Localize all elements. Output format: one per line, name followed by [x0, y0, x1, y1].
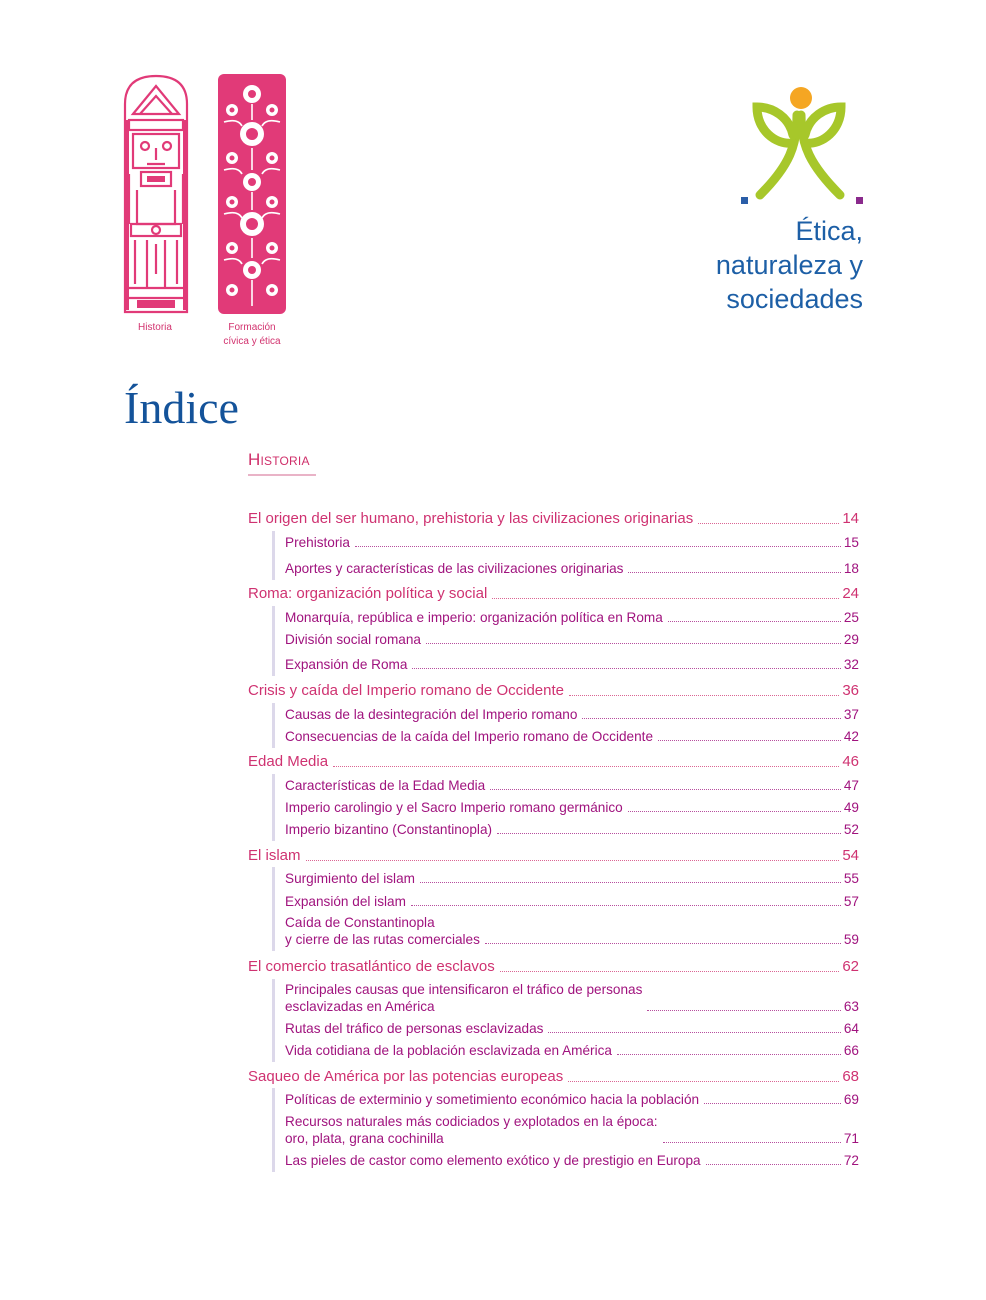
toc-chapter-title: El comercio trasatlántico de esclavos: [248, 958, 495, 975]
toc-leader-dots: [647, 1008, 840, 1011]
toc-leader-dots: [333, 764, 839, 767]
toc-chapter-title: Crisis y caída del Imperio romano de Occidente: [248, 682, 564, 699]
toc-entry[interactable]: [285, 657, 859, 674]
toc-leader-dots: [668, 619, 841, 622]
toc-page-number: 42: [843, 728, 859, 744]
toc-entry-title: Imperio bizantino (Constantinopla): [285, 821, 493, 837]
toc-leader-dots: [500, 969, 840, 972]
toc-chapter-title: Edad Media: [248, 753, 329, 770]
toc-leader-dots: [698, 521, 839, 524]
subject-title-line: sociedades: [726, 284, 863, 314]
toc-page-number: 68: [842, 1068, 859, 1085]
toc-entry[interactable]: [285, 729, 859, 746]
toc-entry-title: Expansión de Roma: [285, 656, 408, 672]
toc-page-number: 69: [843, 1091, 859, 1107]
toc-page-number: 47: [843, 777, 859, 793]
logo-purple-square: [856, 197, 863, 204]
toc-entry[interactable]: [285, 535, 859, 552]
toc-entry[interactable]: [285, 632, 859, 649]
toc-page-number: 55: [843, 870, 859, 886]
toc-leader-dots: [706, 1162, 841, 1165]
toc-page-number: 14: [842, 510, 859, 527]
toc-leader-dots: [426, 641, 841, 644]
toc-leader-dots: [420, 880, 841, 883]
toc-entry-title-line: Caída de Constantinopla: [285, 915, 435, 930]
toc-entry[interactable]: [285, 778, 859, 795]
toc-group-bar: [272, 703, 275, 748]
toc-entry-title: [285, 915, 480, 948]
toc-leader-dots: [306, 858, 840, 861]
toc-group-bar: [272, 606, 275, 676]
toc-chapter-title: Saqueo de América por las potencias europeas: [248, 1068, 564, 1085]
toc-entry-title: Vida cotidiana de la población esclavizada en América: [285, 1042, 612, 1058]
toc-leader-dots: [412, 666, 840, 669]
toc-entry-title: Expansión del islam: [285, 893, 406, 909]
toc-entry[interactable]: [285, 1021, 859, 1038]
toc-chapter-title: Roma: organización política y social: [248, 585, 488, 602]
toc-entry[interactable]: [285, 1114, 859, 1147]
historia-label: Historia: [138, 322, 172, 333]
civica-label: Formación cívica y ética: [223, 322, 281, 347]
toc-entry-title-line: esclavizadas en América: [285, 998, 435, 1014]
civica-illustration: [218, 74, 286, 314]
toc-chapter-title: El origen del ser humano, prehistoria y las civilizaciones originarias: [248, 510, 694, 527]
toc-entry[interactable]: [285, 1153, 859, 1170]
toc-leader-dots: [411, 903, 841, 906]
toc-entry[interactable]: [285, 894, 859, 911]
toc-page-number: 32: [843, 656, 859, 672]
toc-page-number: 66: [843, 1042, 859, 1058]
toc-page-number: 29: [843, 631, 859, 647]
toc-entry-title: División social romana: [285, 631, 421, 647]
toc-page-number: 62: [842, 958, 859, 975]
subject-logo: [735, 85, 865, 210]
toc-page-number: 71: [843, 1130, 859, 1146]
toc-group-bar: [272, 1088, 275, 1172]
toc-entry[interactable]: [285, 982, 859, 1015]
toc-entry-title: Causas de la desintegración del Imperio romano: [285, 706, 578, 722]
toc-entry-title-line: Recursos naturales más codiciados y explotados en la época:: [285, 1114, 658, 1129]
toc-leader-dots: [628, 809, 841, 812]
toc-entry-title: Imperio carolingio y el Sacro Imperio romano germánico: [285, 799, 623, 815]
toc-page-number: 64: [843, 1020, 859, 1036]
toc-entry[interactable]: [285, 561, 859, 578]
toc-entry[interactable]: [285, 1043, 859, 1060]
toc-entry-title: Monarquía, república e imperio: organización política en Roma: [285, 609, 663, 625]
toc-entry-title-line: oro, plata, grana cochinilla: [285, 1130, 444, 1146]
toc-leader-dots: [569, 693, 839, 696]
toc-page-number: 18: [843, 560, 859, 576]
historia-illustration: [123, 74, 189, 314]
toc-entry-title: Características de la Edad Media: [285, 777, 486, 793]
toc-chapter[interactable]: [248, 847, 859, 865]
toc-page-number: 59: [843, 931, 859, 947]
toc-leader-dots: [490, 787, 841, 790]
toc-chapter[interactable]: [248, 1068, 859, 1086]
toc-chapter[interactable]: [248, 753, 859, 771]
toc-page-number: 24: [842, 585, 859, 602]
subject-title-line: Ética,: [795, 216, 863, 246]
toc-entry-title: Aportes y características de las civilizaciones originarias: [285, 560, 624, 576]
logo-blue-square: [741, 197, 748, 204]
toc-page-number: 37: [843, 706, 859, 722]
toc-entry-title: Consecuencias de la caída del Imperio romano de Occidente: [285, 728, 654, 744]
toc-page-number: 52: [843, 821, 859, 837]
toc-page-number: 72: [843, 1152, 859, 1168]
toc-entry[interactable]: [285, 707, 859, 724]
toc-entry[interactable]: [285, 822, 859, 839]
toc-entry[interactable]: [285, 871, 859, 888]
toc-entry-title: Las pieles de castor como elemento exótico y de prestigio en Europa: [285, 1152, 701, 1168]
toc-leader-dots: [568, 1079, 839, 1082]
toc-leader-dots: [658, 738, 841, 741]
toc-entry-title: Rutas del tráfico de personas esclavizadas: [285, 1020, 544, 1036]
toc-page-number: 49: [843, 799, 859, 815]
toc-page-number: 36: [842, 682, 859, 699]
toc-leader-dots: [704, 1101, 841, 1104]
page-title: Índice: [124, 382, 239, 433]
toc-entry[interactable]: [285, 610, 859, 627]
toc-page-number: 54: [842, 847, 859, 864]
toc-entry-title: [285, 982, 642, 1015]
toc-leader-dots: [492, 596, 839, 599]
toc-leader-dots: [355, 544, 841, 547]
toc-entry[interactable]: [285, 800, 859, 817]
toc-leader-dots: [582, 716, 840, 719]
toc-leader-dots: [663, 1140, 841, 1143]
toc-entry[interactable]: [285, 1092, 859, 1109]
toc-group-bar: [272, 774, 275, 841]
toc-page-number: 15: [843, 534, 859, 550]
toc-page-number: 57: [843, 893, 859, 909]
toc-page-number: 25: [843, 609, 859, 625]
toc-leader-dots: [548, 1030, 840, 1033]
toc-group-bar: [272, 867, 275, 951]
toc-entry-title-line: Principales causas que intensificaron el tráfico de personas: [285, 982, 643, 997]
subject-title-line: naturaleza y: [715, 250, 863, 280]
toc-chapter[interactable]: [248, 510, 859, 528]
toc-entry[interactable]: [285, 915, 859, 948]
toc-chapter[interactable]: [248, 682, 859, 700]
subject-title: [716, 214, 863, 316]
toc-entry-title: Surgimiento del islam: [285, 870, 415, 886]
toc-entry-title: Políticas de exterminio y sometimiento económico hacia la población: [285, 1091, 700, 1107]
section-underline: [248, 474, 316, 476]
toc-leader-dots: [617, 1052, 841, 1055]
toc-chapter[interactable]: [248, 585, 859, 603]
logo-sun: [790, 87, 812, 109]
toc-entry-title-line: y cierre de las rutas comerciales: [285, 931, 480, 947]
toc-page-number: 63: [843, 998, 859, 1014]
toc-leader-dots: [485, 941, 841, 944]
toc-page-number: 46: [842, 753, 859, 770]
toc-chapter-title: El islam: [248, 847, 301, 864]
toc-group-bar: [272, 531, 275, 580]
toc-leader-dots: [497, 831, 841, 834]
toc-group-bar: [272, 979, 275, 1062]
toc-chapter[interactable]: [248, 958, 859, 976]
toc-entry-title: Prehistoria: [285, 534, 350, 550]
section-heading: Historia: [248, 450, 310, 469]
toc-leader-dots: [628, 570, 840, 573]
toc-entry-title: [285, 1114, 658, 1147]
